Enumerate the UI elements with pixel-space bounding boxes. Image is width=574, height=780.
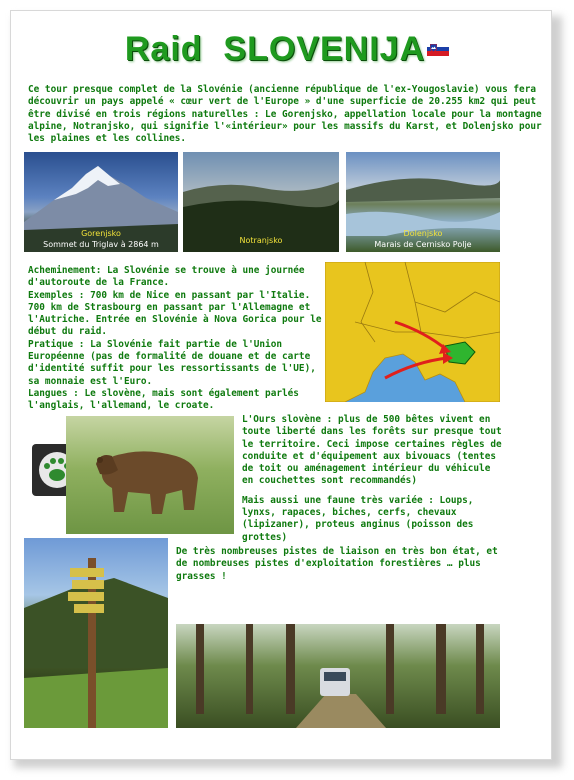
photo-gorenjsko [24,152,178,252]
travel-languages: Langues : Le slovène, mais sont également parlés l'anglais, l'allemand, le croate. [28,387,299,412]
photo-gorenjsko-caption: Sommet du Triglav à 2864 m [43,240,159,249]
photo-gorenjsko-region: Gorenjsko [81,229,121,238]
photo-signpost [24,538,168,728]
photo-dolenjsko-region: Dolenjsko [403,229,443,238]
map-slovenia-icon [325,262,500,402]
slovenia-flag-icon [427,42,449,56]
signpost-icon [24,538,168,728]
title-text: Raid SLOVENIJA [124,30,426,68]
page-title [0,30,574,69]
tracks-info: De très nombreuses pistes de liaison en très bon état, et de nombreuses pistes d'exploitation forestières … plus grasses ! [176,546,498,582]
travel-info [28,265,328,413]
forest-vehicle-icon [176,624,500,728]
travel-examples: Exemples : 700 km de Nice en passant par l'Italie. 700 km de Strasbourg en passant par l'Allemagne et l'Autriche. Entrée en Slovénie à Nova Gorica pour le début du raid. [28,289,322,338]
photo-bear [66,416,234,534]
intro-paragraph: Ce tour presque complet de la Slovénie (ancienne république de l'ex-Yougoslavie) vous fera découvrir un pays appelé « cœur vert de l'Europe » d'une superficie de 20.255 km2 qui peut être divisé en trois régions naturelles : Le Gorenjsko, appellation locale pour la montagne alpine, Notranjsko, qui signifie l'«intérieur» pour les massifs du Karst, et Dolenjsko pour les plaines et les collines. [28,84,542,145]
wildlife-bear: L'Ours slovène : plus de 500 bêtes vivent en toute liberté dans les forêts sur presque tout le territoire. Ceci impose certaines règles de conduite et d'équipement aux bivouacs (tentes de toit ou aménagement intérieur du véhicule en couchettes sont recommandés) [242,414,502,487]
wildlife-fauna: Mais aussi une faune très variée : Loups, lynxs, rapaces, biches, cerfs, chevaux (lipizaner), proteus anginus (poisson des grottes) [242,494,474,543]
photo-dolenjsko [346,152,500,252]
wildlife-info [242,414,504,544]
photo-notranjsko-region: Notranjsko [239,236,283,245]
photo-notranjsko [183,152,339,252]
travel-access: Acheminement: La Slovénie se trouve à une journée d'autoroute de la France. [28,265,305,289]
photo-forest-4x4 [176,624,500,728]
europe-map [325,262,500,402]
travel-practical: Pratique : La Slovénie fait partie de l'Union Européenne (pas de formalité de douane et de carte d'identité suffit pour les ressortissants de l'UE), sa monnaie est l'Euro. [28,338,316,387]
photo-dolenjsko-caption: Marais de Cernisko Polje [374,240,472,249]
brown-bear-icon [66,416,234,534]
